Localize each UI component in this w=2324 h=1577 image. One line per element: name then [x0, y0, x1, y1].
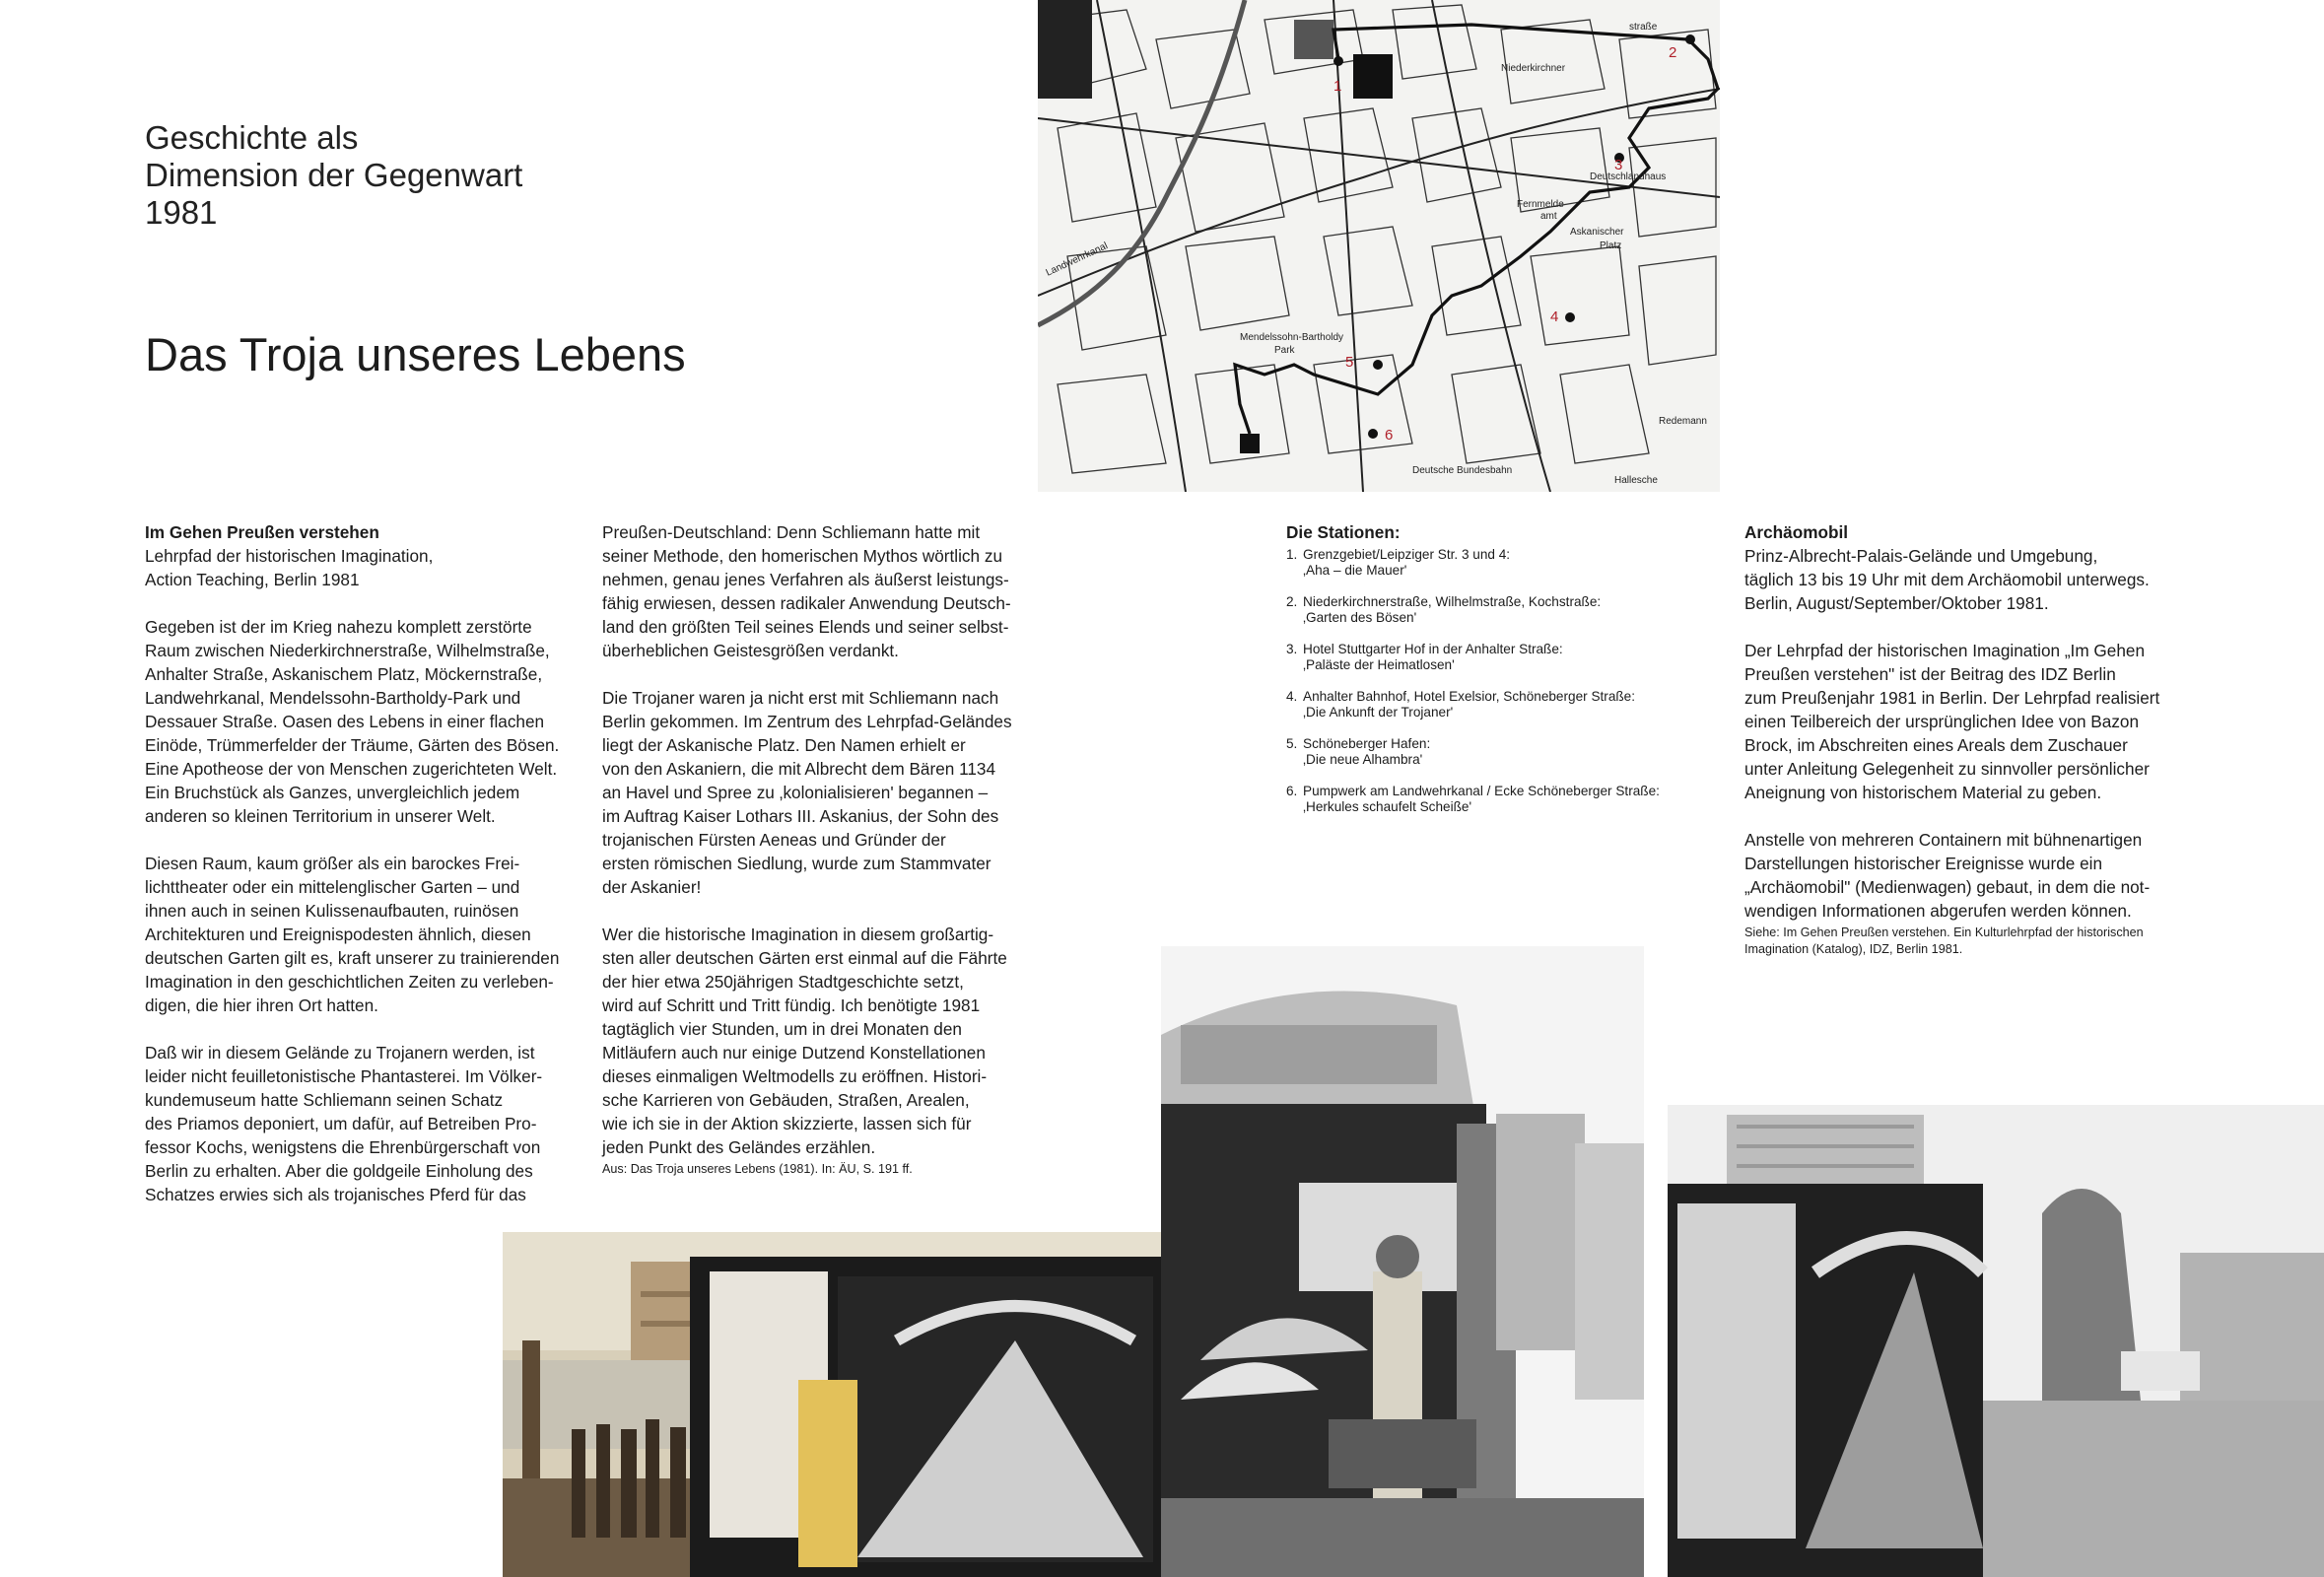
- paragraph: [1744, 639, 2188, 804]
- text-line: Schatzes erwies sich als trojanisches Pferd für das: [145, 1185, 526, 1204]
- text-line: täglich 13 bis 19 Uhr mit dem Archäomobil unterwegs.: [1744, 570, 2150, 589]
- text-line: im Auftrag Kaiser Lothars III. Askanius, der Sohn des: [602, 806, 999, 826]
- station-item: [1286, 689, 1700, 720]
- text-line: Raum zwischen Niederkirchnerstraße, Wilhelmstraße,: [145, 641, 550, 660]
- text-line: sche Karrieren von Gebäuden, Straßen, Arealen,: [602, 1090, 970, 1110]
- text-line: „Archäomobil" (Medienwagen) gebaut, in dem die not-: [1744, 877, 2151, 897]
- text-line: Anhalter Straße, Askanischem Platz, Möckernstraße,: [145, 664, 543, 684]
- station-line: Hotel Stuttgarter Hof in der Anhalter Straße:: [1303, 642, 1563, 656]
- text-line: einen Teilbereich der ursprünglichen Idee von Bazon: [1744, 712, 2140, 731]
- text-line: trojanischen Fürsten Aeneas und Gründer der: [602, 830, 946, 850]
- photo-speaker-drawing: [1161, 946, 1644, 1577]
- text-line: seiner Methode, den homerischen Mythos wörtlich zu: [602, 546, 1003, 566]
- series-line: Geschichte als: [145, 119, 359, 156]
- station-line: ‚Die neue Alhambra': [1303, 752, 1423, 767]
- source-note: Siehe: Im Gehen Preußen verstehen. Ein Kulturlehrpfad der historischen: [1744, 926, 2144, 939]
- text-line: Architekturen und Ereignispodesten ähnlich, diesen: [145, 925, 531, 944]
- route-number-3: 3: [1614, 157, 1623, 173]
- text-line: Berlin, August/September/Oktober 1981.: [1744, 593, 2049, 613]
- text-line: Preußen-Deutschland: Denn Schliemann hatte mit: [602, 522, 981, 542]
- text-line: fessor Kochs, wenigstens die Ehrenbürgerschaft von: [145, 1137, 541, 1157]
- paragraph: [145, 615, 579, 828]
- station-line: ‚Die Ankunft der Trojaner': [1303, 705, 1454, 720]
- map-label: Niederkirchner: [1501, 63, 1566, 74]
- text-line: wird auf Schritt und Tritt fündig. Ich benötigte 1981: [602, 995, 981, 1015]
- station-number: 5.: [1286, 736, 1298, 751]
- text-column-1: [145, 520, 579, 1230]
- map-label: Askanischer: [1570, 227, 1624, 238]
- paragraph: [145, 1041, 579, 1206]
- text-line: anderen so kleinen Territorium in unserer Welt.: [145, 806, 496, 826]
- station-number: 4.: [1286, 689, 1298, 704]
- map-label: Fernmelde: [1517, 199, 1564, 210]
- paragraph: [602, 923, 1036, 1159]
- paragraph: [602, 686, 1036, 899]
- text-line: Ein Bruchstück als Ganzes, unvergleichlich jedem: [145, 783, 520, 802]
- text-line: wendigen Informationen abgerufen werden können.: [1744, 901, 2132, 921]
- text-line: an Havel und Spree zu ‚kolonialisieren' begannen –: [602, 783, 989, 802]
- text-line: land den größten Teil seines Elends und seiner selbst-: [602, 617, 1009, 637]
- text-line: Einöde, Trümmerfelder der Träume, Gärten des Bösen.: [145, 735, 560, 755]
- photo-group-drawing: [503, 1232, 1161, 1577]
- text-line: Daß wir in diesem Gelände zu Trojanern werden, ist: [145, 1043, 535, 1063]
- text-line: Imagination in den geschichtlichen Zeiten zu verleben-: [145, 972, 554, 992]
- station-line: Grenzgebiet/Leipziger Str. 3 und 4:: [1303, 547, 1511, 562]
- station-line: Niederkirchnerstraße, Wilhelmstraße, Kochstraße:: [1303, 594, 1602, 609]
- map-label: amt: [1540, 211, 1557, 222]
- map-label: Mendelssohn-Bartholdy: [1240, 332, 1344, 343]
- station-item: [1286, 736, 1700, 768]
- route-number-5: 5: [1345, 354, 1354, 371]
- text-line: kundemuseum hatte Schliemann seinen Schatz: [145, 1090, 504, 1110]
- map-label: Park: [1274, 345, 1295, 356]
- source-note: Imagination (Katalog), IDZ, Berlin 1981.: [1744, 942, 1963, 956]
- text-line: Darstellungen historischer Ereignisse wurde ein: [1744, 854, 2103, 873]
- station-line: Anhalter Bahnhof, Hotel Exelsior, Schöneberger Straße:: [1303, 689, 1636, 704]
- station-line: ‚Aha – die Mauer': [1303, 563, 1407, 578]
- source-note: Aus: Das Troja unseres Lebens (1981). In: ÄU, S. 191 ff.: [602, 1162, 913, 1176]
- text-line: Berlin zu erhalten. Aber die goldgeile Einholung des: [145, 1161, 533, 1181]
- text-line: Action Teaching, Berlin 1981: [145, 570, 360, 589]
- paragraph: [602, 520, 1036, 662]
- station-number: 2.: [1286, 594, 1298, 609]
- text-line: Prinz-Albrecht-Palais-Gelände und Umgebung,: [1744, 546, 2098, 566]
- text-line: leider nicht feuilletonistische Phantasterei. Im Völker-: [145, 1066, 543, 1086]
- text-line: Gegeben ist der im Krieg nahezu komplett zerstörte: [145, 617, 532, 637]
- series-title: [145, 119, 697, 232]
- map-image: [1038, 0, 1720, 492]
- text-line: dieses einmaligen Weltmodells zu eröffnen. Histori-: [602, 1066, 988, 1086]
- photo-archaeomobil-ruin: [1668, 1105, 2324, 1577]
- text-line: Diesen Raum, kaum größer als ein barockes Frei-: [145, 854, 520, 873]
- paragraph: [145, 852, 579, 1017]
- section-heading: Archäomobil: [1744, 522, 1849, 542]
- map-label: Platz: [1600, 240, 1622, 251]
- text-line: Lehrpfad der historischen Imagination,: [145, 546, 434, 566]
- route-number-4: 4: [1550, 309, 1559, 325]
- section-heading: Im Gehen Preußen verstehen: [145, 522, 379, 542]
- station-line: ‚Herkules schaufelt Scheiße': [1303, 799, 1472, 814]
- text-line: Dessauer Straße. Oasen des Lebens in einer flachen: [145, 712, 545, 731]
- station-item: [1286, 594, 1700, 626]
- page-title: Das Troja unseres Lebens: [145, 328, 686, 380]
- text-line: Aneignung von historischem Material zu geben.: [1744, 783, 2102, 802]
- text-line: Eine Apotheose der von Menschen zugerichteten Welt.: [145, 759, 558, 779]
- text-line: Wer die historische Imagination in diesem großartig-: [602, 925, 994, 944]
- text-line: des Priamos deponiert, um dafür, auf Betreiben Pro-: [145, 1114, 537, 1133]
- map-label: Redemann: [1659, 416, 1707, 427]
- map-label: Deutsche Bundesbahn: [1412, 465, 1513, 476]
- station-line: ‚Garten des Bösen': [1303, 610, 1417, 625]
- text-line: ersten römischen Siedlung, wurde zum Stammvater: [602, 854, 991, 873]
- station-item: [1286, 784, 1700, 815]
- route-number-2: 2: [1669, 44, 1677, 61]
- text-line: Berlin gekommen. Im Zentrum des Lehrpfad-Geländes: [602, 712, 1012, 731]
- map-drawing: [1038, 0, 1720, 492]
- text-line: zum Preußenjahr 1981 in Berlin. Der Lehrpfad realisiert: [1744, 688, 2160, 708]
- text-line: ihnen auch in seinen Kulissenaufbauten, ruinösen: [145, 901, 519, 921]
- text-line: wie ich sie in der Aktion skizzierte, lassen sich für: [602, 1114, 972, 1133]
- paragraph: [1744, 828, 2188, 923]
- stations-heading: Die Stationen:: [1286, 522, 1401, 542]
- text-line: Der Lehrpfad der historischen Imagination „Im Gehen: [1744, 641, 2146, 660]
- station-number: 1.: [1286, 547, 1298, 562]
- station-item: [1286, 642, 1700, 673]
- text-line: lichttheater oder ein mittelenglischer Garten – und: [145, 877, 520, 897]
- text-line: der hier etwa 250jährigen Stadtgeschichte setzt,: [602, 972, 964, 992]
- text-line: von den Askaniern, die mit Albrecht dem Bären 1134: [602, 759, 996, 779]
- station-number: 6.: [1286, 784, 1298, 798]
- route-number-1: 1: [1333, 78, 1342, 95]
- text-line: Landwehrkanal, Mendelssohn-Bartholdy-Park und: [145, 688, 521, 708]
- text-line: Brock, im Abschreiten eines Areals dem Zuschauer: [1744, 735, 2128, 755]
- station-line: Schöneberger Hafen:: [1303, 736, 1431, 751]
- stations-list: [1286, 520, 1700, 831]
- text-line: überheblichen Geistesgrößen verdankt.: [602, 641, 899, 660]
- text-line: liegt der Askanische Platz. Den Namen erhielt er: [602, 735, 966, 755]
- text-line: der Askanier!: [602, 877, 702, 897]
- station-line: Pumpwerk am Landwehrkanal / Ecke Schöneberger Straße:: [1303, 784, 1660, 798]
- map-label: Deutschlandhaus: [1590, 171, 1667, 182]
- station-line: ‚Paläste der Heimatlosen': [1303, 657, 1455, 672]
- text-line: fähig erwiesen, dessen radikaler Anwendung Deutsch-: [602, 593, 1011, 613]
- text-line: Preußen verstehen" ist der Beitrag des IDZ Berlin: [1744, 664, 2116, 684]
- text-column-2: [602, 520, 1036, 1178]
- photo-ruin-drawing: [1668, 1105, 2324, 1577]
- text-line: deutschen Garten gilt es, kraft unserer zu trainierenden: [145, 948, 560, 968]
- photo-group-at-wall: [503, 1232, 1161, 1577]
- text-line: Mitläufern auch nur einige Dutzend Konstellationen: [602, 1043, 986, 1063]
- station-item: [1286, 547, 1700, 579]
- text-line: digen, die hier ihren Ort hatten.: [145, 995, 378, 1015]
- series-line: 1981: [145, 194, 218, 231]
- text-line: Die Trojaner waren ja nicht erst mit Schliemann nach: [602, 688, 999, 708]
- route-number-6: 6: [1385, 427, 1394, 444]
- station-number: 3.: [1286, 642, 1298, 656]
- series-line: Dimension der Gegenwart: [145, 157, 523, 193]
- text-line: sten aller deutschen Gärten erst einmal auf die Fährte: [602, 948, 1007, 968]
- text-line: tagtäglich vier Stunden, um in drei Monaten den: [602, 1019, 962, 1039]
- map-label: Hallesche: [1614, 475, 1658, 486]
- text-line: nehmen, genau jenes Verfahren als äußerst leistungs-: [602, 570, 1009, 589]
- map-label: straße: [1629, 22, 1658, 33]
- map-label: Landwehrkanal: [1044, 240, 1110, 279]
- text-line: unter Anleitung Gelegenheit zu sinnvoller persönlicher: [1744, 759, 2150, 779]
- text-line: Anstelle von mehreren Containern mit bühnenartigen: [1744, 830, 2143, 850]
- text-column-4: [1744, 520, 2188, 958]
- text-line: jeden Punkt des Geländes erzählen.: [602, 1137, 876, 1157]
- photo-speaker-umbrellas: [1161, 946, 1644, 1577]
